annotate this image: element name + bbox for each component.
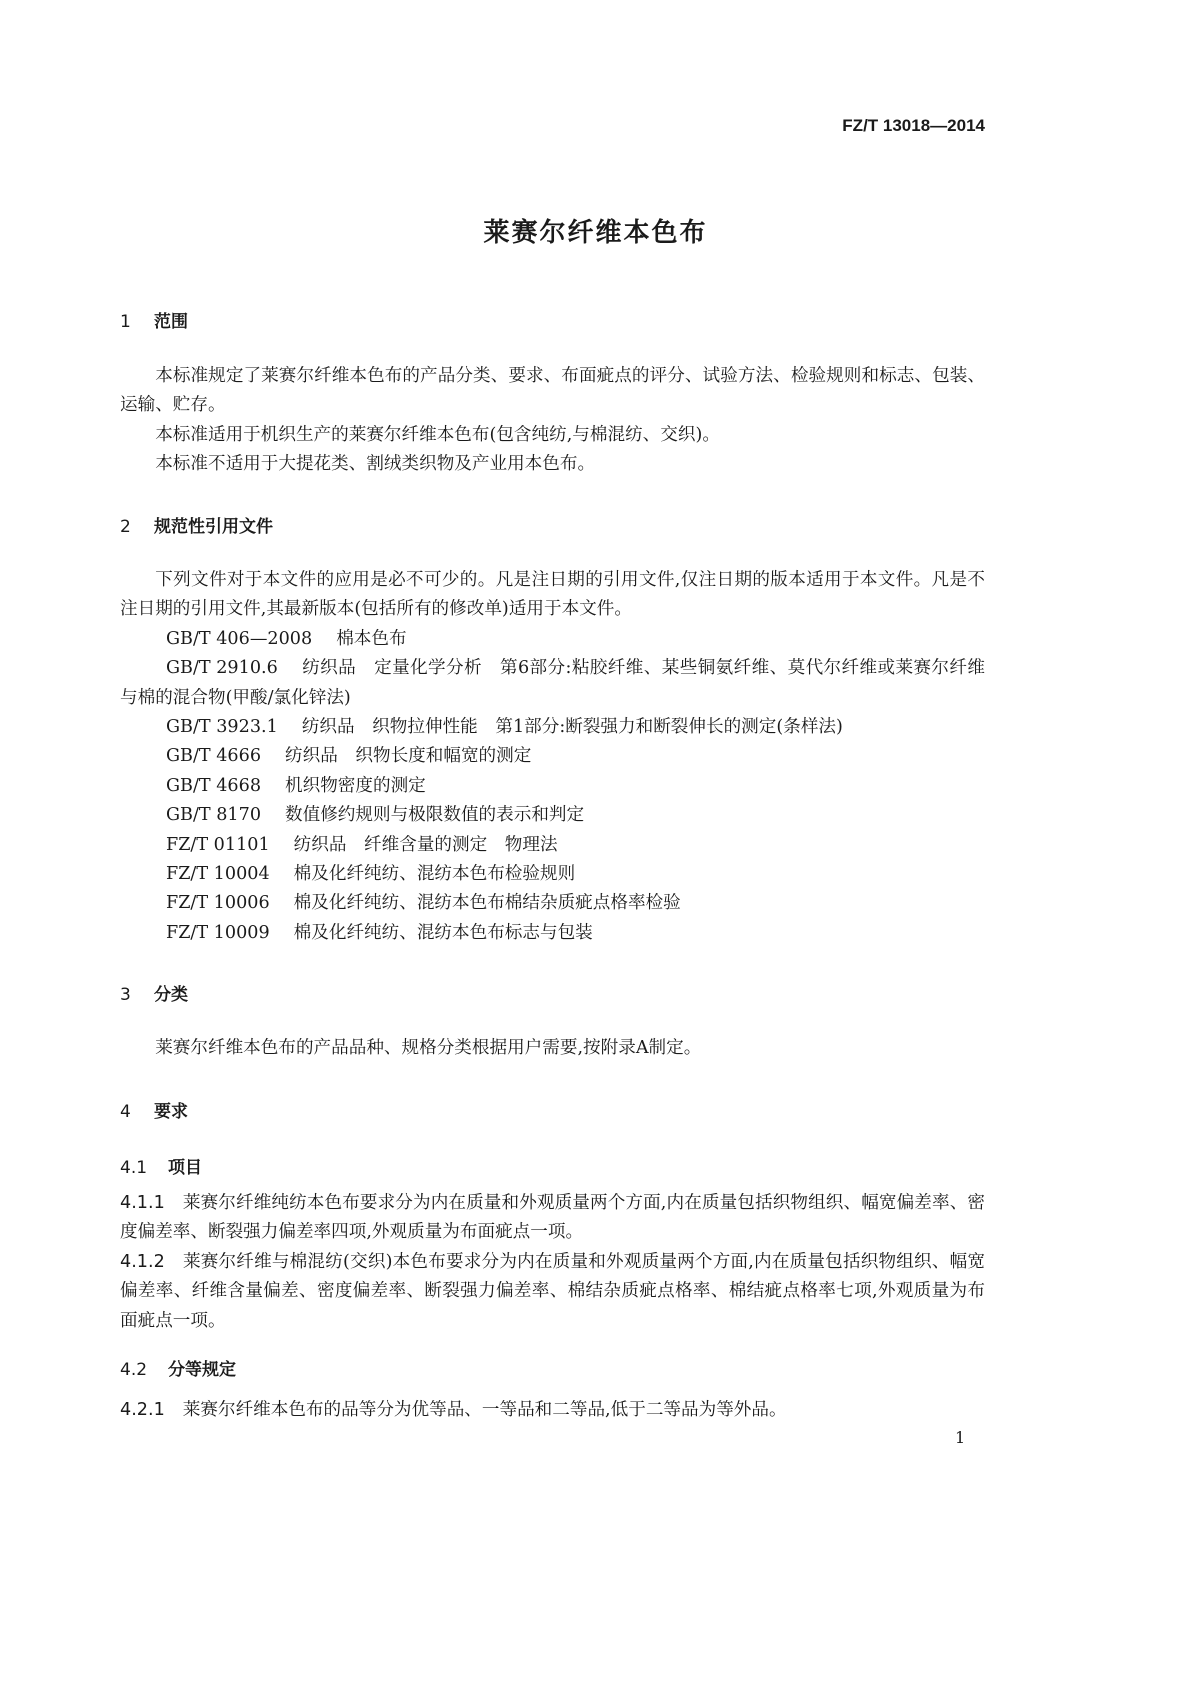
reference-item [120, 713, 985, 742]
reference-code: GB/T 4668 [166, 775, 262, 796]
reference-code: GB/T 8170 [166, 805, 262, 826]
reference-item [120, 831, 985, 860]
section-2-heading [120, 512, 273, 537]
paragraph: 本标准规定了莱赛尔纤维本色布的产品分类、要求、布面疵点的评分、试验方法、检验规则和标志、包装、运输、贮存。 [120, 366, 985, 416]
section-number: 4.2 [120, 1360, 148, 1380]
section-title: 范围 [154, 312, 188, 332]
section-number: 3 [120, 985, 131, 1005]
clause-number: 4.1.2 [120, 1251, 165, 1272]
section-4-2-body [120, 1396, 985, 1425]
section-number: 1 [120, 312, 131, 332]
reference-title: 棉本色布 [336, 628, 407, 649]
reference-item [120, 889, 985, 918]
clause-text: 莱赛尔纤维本色布的品等分为优等品、一等品和二等品,低于二等品为等外品。 [182, 1400, 787, 1420]
section-4-heading [120, 1097, 188, 1122]
clause-number: 4.2.1 [120, 1400, 165, 1420]
reference-item [120, 654, 985, 713]
reference-title: 机织物密度的测定 [285, 775, 426, 796]
reference-code: GB/T 406—2008 [166, 628, 313, 649]
section-number: 4.1 [120, 1158, 148, 1178]
standard-number: FZ/T 13018—2014 [842, 116, 985, 135]
paragraph: 本标准适用于机织生产的莱赛尔纤维本色布(包含纯纺,与棉混纺、交织)。 [155, 424, 720, 445]
clause [120, 1396, 985, 1425]
reference-code: FZ/T 10009 [166, 922, 270, 943]
section-title: 项目 [168, 1158, 202, 1178]
clause-number: 4.1.1 [120, 1193, 165, 1213]
section-1-body [120, 362, 985, 480]
paragraph: 下列文件对于本文件的应用是必不可少的。凡是注日期的引用文件,仅注日期的版本适用于本文件。凡是不注日期的引用文件,其最新版本(包括所有的修改单)适用于本文件。 [120, 570, 985, 620]
section-4-2-heading [120, 1355, 236, 1380]
section-4-1-heading [120, 1153, 202, 1178]
section-4-1-body [120, 1189, 985, 1336]
reference-title: 棉及化纤纯纺、混纺本色布棉结杂质疵点格率检验 [293, 893, 681, 914]
reference-title: 纺织品 织物拉伸性能 第1部分:断裂强力和断裂伸长的测定(条样法) [301, 717, 843, 738]
section-1-heading [120, 307, 188, 332]
page-number: 1 [955, 1428, 966, 1447]
paragraph: 本标准不适用于大提花类、割绒类织物及产业用本色布。 [155, 454, 596, 475]
section-title: 分类 [154, 985, 188, 1005]
reference-item [120, 860, 985, 889]
reference-code: GB/T 2910.6 [166, 658, 278, 679]
reference-title: 纺织品 织物长度和幅宽的测定 [285, 746, 532, 767]
section-3-body [120, 1034, 985, 1063]
reference-item [120, 742, 985, 771]
section-3-heading [120, 980, 188, 1005]
reference-item [120, 919, 985, 948]
reference-title: 纺织品 纤维含量的测定 物理法 [293, 834, 558, 855]
paragraph: 莱赛尔纤维本色布的产品品种、规格分类根据用户需要,按附录A制定。 [155, 1038, 702, 1058]
reference-title: 棉及化纤纯纺、混纺本色布检验规则 [293, 864, 576, 885]
clause-text: 莱赛尔纤维与棉混纺(交织)本色布要求分为内在质量和外观质量两个方面,内在质量包括织物组织、幅宽偏差率、纤维含量偏差、密度偏差率、断裂强力偏差率、棉结杂质疵点格率、棉结疵点格率七项,外观质量为布面疵点一项。 [120, 1251, 985, 1331]
section-number: 2 [120, 517, 131, 537]
reference-code: GB/T 4666 [166, 746, 262, 767]
reference-title: 棉及化纤纯纺、混纺本色布标志与包装 [293, 922, 593, 943]
reference-title: 数值修约规则与极限数值的表示和判定 [285, 805, 585, 826]
reference-item [120, 625, 985, 654]
section-title: 规范性引用文件 [154, 517, 273, 537]
reference-item [120, 772, 985, 801]
document-title: 莱赛尔纤维本色布 [483, 218, 708, 248]
reference-title: 纺织品 定量化学分析 第6部分:粘胶纤维、某些铜氨纤维、莫代尔纤维或莱赛尔纤维与棉的混合物(甲酸/氯化锌法) [120, 658, 985, 708]
clause [120, 1248, 985, 1336]
section-title: 分等规定 [168, 1360, 236, 1380]
clause-text: 莱赛尔纤维纯纺本色布要求分为内在质量和外观质量两个方面,内在质量包括织物组织、幅宽偏差率、密度偏差率、断裂强力偏差率四项,外观质量为布面疵点一项。 [120, 1193, 985, 1243]
section-title: 要求 [154, 1102, 188, 1122]
section-2-body [120, 566, 985, 948]
section-number: 4 [120, 1102, 131, 1122]
reference-code: FZ/T 10004 [166, 864, 270, 885]
reference-code: GB/T 3923.1 [166, 717, 278, 738]
reference-code: FZ/T 10006 [166, 893, 270, 914]
reference-item [120, 801, 985, 830]
reference-code: FZ/T 01101 [166, 834, 270, 855]
clause [120, 1189, 985, 1248]
